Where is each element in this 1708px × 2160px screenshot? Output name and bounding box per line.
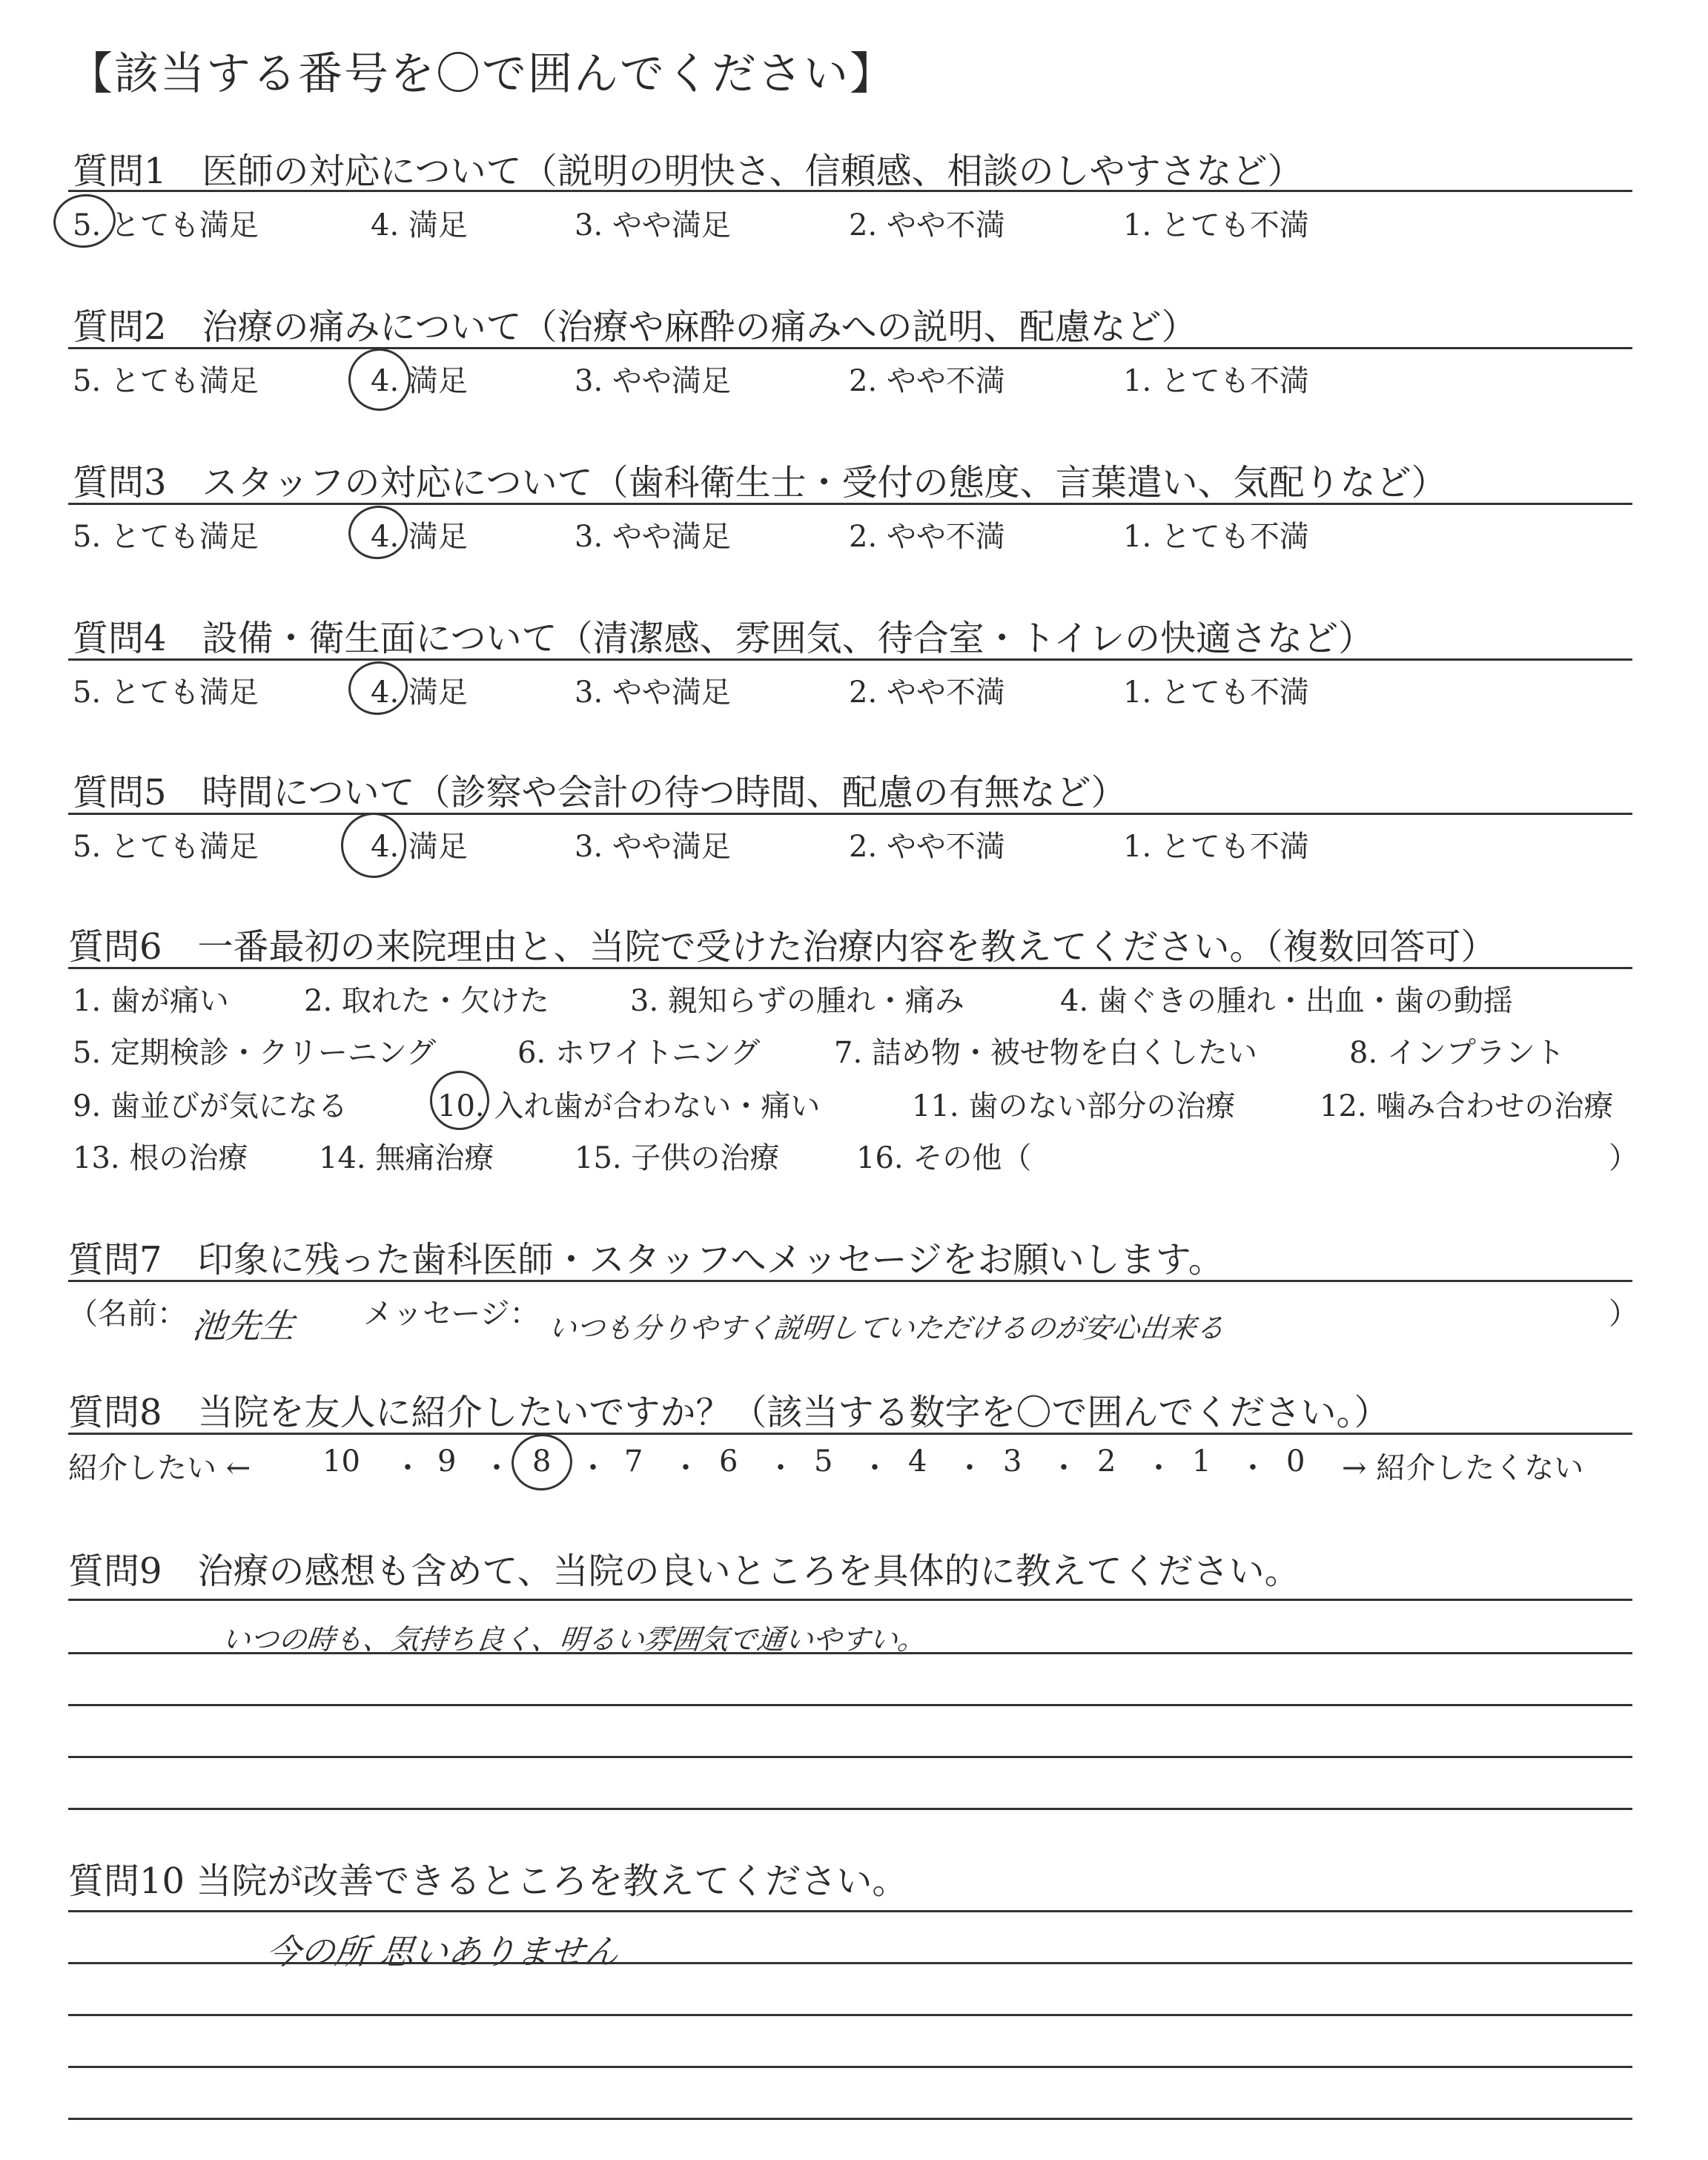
q7-name-label: （名前： <box>68 1297 187 1331</box>
q8-score-1[interactable]: 1 <box>1192 1444 1211 1479</box>
q6-option-15[interactable]: 15. 子供の治療 <box>575 1141 780 1175</box>
q4-option-4[interactable]: 4. 満足 <box>371 676 468 710</box>
question-7-rule <box>68 1280 1632 1282</box>
q1-option-4[interactable]: 4. 満足 <box>371 208 468 242</box>
q6-option-4[interactable]: 4. 歯ぐきの腫れ・出血・歯の動揺 <box>1060 984 1513 1018</box>
question-7-title: 質問7 印象に残った歯科医師・スタッフへメッセージをお願いします。 <box>68 1239 1224 1281</box>
q7-close-paren: ） <box>1609 1297 1638 1331</box>
q6-option-3[interactable]: 3. 親知らずの腫れ・痛み <box>630 984 964 1018</box>
q7-message-label: メッセージ： <box>363 1297 540 1331</box>
q6-option-12[interactable]: 12. 噛み合わせの治療 <box>1320 1089 1614 1123</box>
q8-right-label: → 紹介したくない <box>1342 1451 1584 1485</box>
q10-answer-line <box>68 2118 1632 2120</box>
q9-answer-handwriting[interactable]: いつの時も、気持ち良く、明るい雰囲気で通いやすい。 <box>220 1623 928 1656</box>
q1-option-3[interactable]: 3. やや満足 <box>575 208 731 242</box>
q6-other-close-paren: ） <box>1609 1141 1638 1175</box>
q6-option-10[interactable]: 10. 入れ歯が合わない・痛い <box>437 1089 821 1123</box>
q3-option-4[interactable]: 4. 満足 <box>371 520 468 554</box>
q5-option-4[interactable]: 4. 満足 <box>371 830 468 864</box>
q1-option-2[interactable]: 2. やや不満 <box>849 208 1005 242</box>
q8-score-7[interactable]: 7 <box>624 1444 643 1479</box>
question-6-title: 質問6 一番最初の来院理由と、当院で受けた治療内容を教えてください。（複数回答可） <box>68 926 1497 968</box>
q3-option-2[interactable]: 2. やや不満 <box>849 520 1005 554</box>
q4-option-2[interactable]: 2. やや不満 <box>849 676 1005 710</box>
page-title: 【該当する番号を〇で囲んでください】 <box>68 48 896 100</box>
q4-option-3[interactable]: 3. やや満足 <box>575 676 731 710</box>
q3-option-5[interactable]: 5. とても満足 <box>73 520 259 554</box>
question-2-rule <box>68 347 1632 349</box>
q2-option-2[interactable]: 2. やや不満 <box>849 364 1005 398</box>
q6-option-14[interactable]: 14. 無痛治療 <box>319 1141 494 1175</box>
q5-option-2[interactable]: 2. やや不満 <box>849 830 1005 864</box>
question-4-rule <box>68 658 1632 661</box>
q8-score-2[interactable]: 2 <box>1097 1444 1116 1479</box>
q10-answer-line <box>68 1962 1632 1964</box>
question-3-title: 質問3 スタッフの対応について（歯科衛生士・受付の態度、言葉遣い、気配りなど） <box>73 462 1447 503</box>
q3-option-3[interactable]: 3. やや満足 <box>575 520 731 554</box>
question-8-title: 質問8 当院を友人に紹介したいですか？（該当する数字を〇で囲んでください。） <box>68 1392 1390 1433</box>
question-2-title: 質問2 治療の痛みについて（治療や麻酔の痛みへの説明、配慮など） <box>73 306 1197 348</box>
question-9-title: 質問9 治療の感想も含めて、当院の良いところを具体的に教えてください。 <box>68 1550 1300 1592</box>
q8-dot: ・ <box>482 1451 512 1485</box>
q10-answer-line <box>68 2014 1632 2016</box>
q7-name-handwriting[interactable]: 池先生 <box>190 1306 297 1346</box>
q8-score-4[interactable]: 4 <box>908 1444 927 1479</box>
q6-option-9[interactable]: 9. 歯並びが気になる <box>73 1089 348 1123</box>
q8-dot: ・ <box>671 1451 701 1485</box>
q6-option-16[interactable]: 16. その他（ <box>856 1141 1032 1175</box>
q3-option-1[interactable]: 1. とても不満 <box>1123 520 1309 554</box>
q8-score-0[interactable]: 0 <box>1286 1444 1305 1479</box>
q6-option-11[interactable]: 11. 歯のない部分の治療 <box>912 1089 1236 1123</box>
question-8-rule <box>68 1433 1632 1435</box>
q8-dot: ・ <box>955 1451 984 1485</box>
q4-option-5[interactable]: 5. とても満足 <box>73 676 259 710</box>
q8-dot: ・ <box>766 1451 795 1485</box>
q4-option-1[interactable]: 1. とても不満 <box>1123 676 1309 710</box>
q9-answer-line <box>68 1599 1632 1601</box>
q2-option-1[interactable]: 1. とても不満 <box>1123 364 1309 398</box>
q8-dot: ・ <box>1144 1451 1174 1485</box>
q8-score-10[interactable]: 10 <box>322 1444 360 1479</box>
q8-score-6[interactable]: 6 <box>719 1444 738 1479</box>
question-5-rule <box>68 813 1632 815</box>
q8-score-9[interactable]: 9 <box>437 1444 457 1479</box>
q8-dot: ・ <box>1049 1451 1079 1485</box>
q9-answer-line <box>68 1704 1632 1706</box>
q2-option-3[interactable]: 3. やや満足 <box>575 364 731 398</box>
q5-option-3[interactable]: 3. やや満足 <box>575 830 731 864</box>
q6-option-1[interactable]: 1. 歯が痛い <box>73 984 229 1018</box>
q10-answer-line <box>68 2066 1632 2068</box>
q6-option-8[interactable]: 8. インプラント <box>1349 1036 1565 1070</box>
q5-selection-circle <box>337 808 410 882</box>
q2-selection-circle <box>345 345 415 415</box>
q9-answer-line <box>68 1756 1632 1758</box>
q8-selection-circle <box>508 1430 576 1495</box>
question-10-title: 質問10 当院が改善できるところを教えてください。 <box>68 1860 908 1902</box>
q9-answer-line <box>68 1652 1632 1654</box>
q6-option-7[interactable]: 7. 詰め物・被せ物を白くしたい <box>834 1036 1257 1070</box>
q2-option-4[interactable]: 4. 満足 <box>371 364 468 398</box>
q8-score-3[interactable]: 3 <box>1003 1444 1022 1479</box>
q8-score-8[interactable]: 8 <box>532 1444 552 1479</box>
question-5-title: 質問5 時間について（診察や会計の待つ時間、配慮の有無など） <box>73 772 1127 813</box>
q6-option-13[interactable]: 13. 根の治療 <box>73 1141 248 1175</box>
question-3-rule <box>68 503 1632 505</box>
question-1-title: 質問1 医師の対応について（説明の明快さ、信頼感、相談のしやすさなど） <box>73 151 1303 192</box>
q1-option-5[interactable]: 5. とても満足 <box>73 208 259 242</box>
question-4-title: 質問4 設備・衛生面について（清潔感、雰囲気、待合室・トイレの快適さなど） <box>73 618 1374 659</box>
q6-option-6[interactable]: 6. ホワイトニング <box>517 1036 761 1070</box>
q8-dot: ・ <box>1238 1451 1268 1485</box>
q10-answer-handwriting[interactable]: 今の所 思いありません <box>264 1932 621 1972</box>
q9-answer-line <box>68 1808 1632 1810</box>
q6-option-2[interactable]: 2. 取れた・欠けた <box>304 984 549 1018</box>
q2-option-5[interactable]: 5. とても満足 <box>73 364 259 398</box>
q7-message-handwriting[interactable]: いつも分りやすく説明していただけるのが安心出来る <box>546 1312 1226 1344</box>
q5-option-5[interactable]: 5. とても満足 <box>73 830 259 864</box>
q5-option-1[interactable]: 1. とても不満 <box>1123 830 1309 864</box>
question-1-rule <box>68 190 1632 192</box>
q6-option-5[interactable]: 5. 定期検診・クリーニング <box>73 1036 437 1070</box>
question-6-rule <box>68 967 1632 969</box>
q8-dot: ・ <box>578 1451 608 1485</box>
q8-score-5[interactable]: 5 <box>814 1444 833 1479</box>
q8-dot: ・ <box>393 1451 423 1485</box>
q1-option-1[interactable]: 1. とても不満 <box>1123 208 1309 242</box>
q10-answer-line <box>68 1910 1632 1912</box>
q8-left-label: 紹介したい ← <box>68 1451 251 1485</box>
q8-dot: ・ <box>860 1451 890 1485</box>
